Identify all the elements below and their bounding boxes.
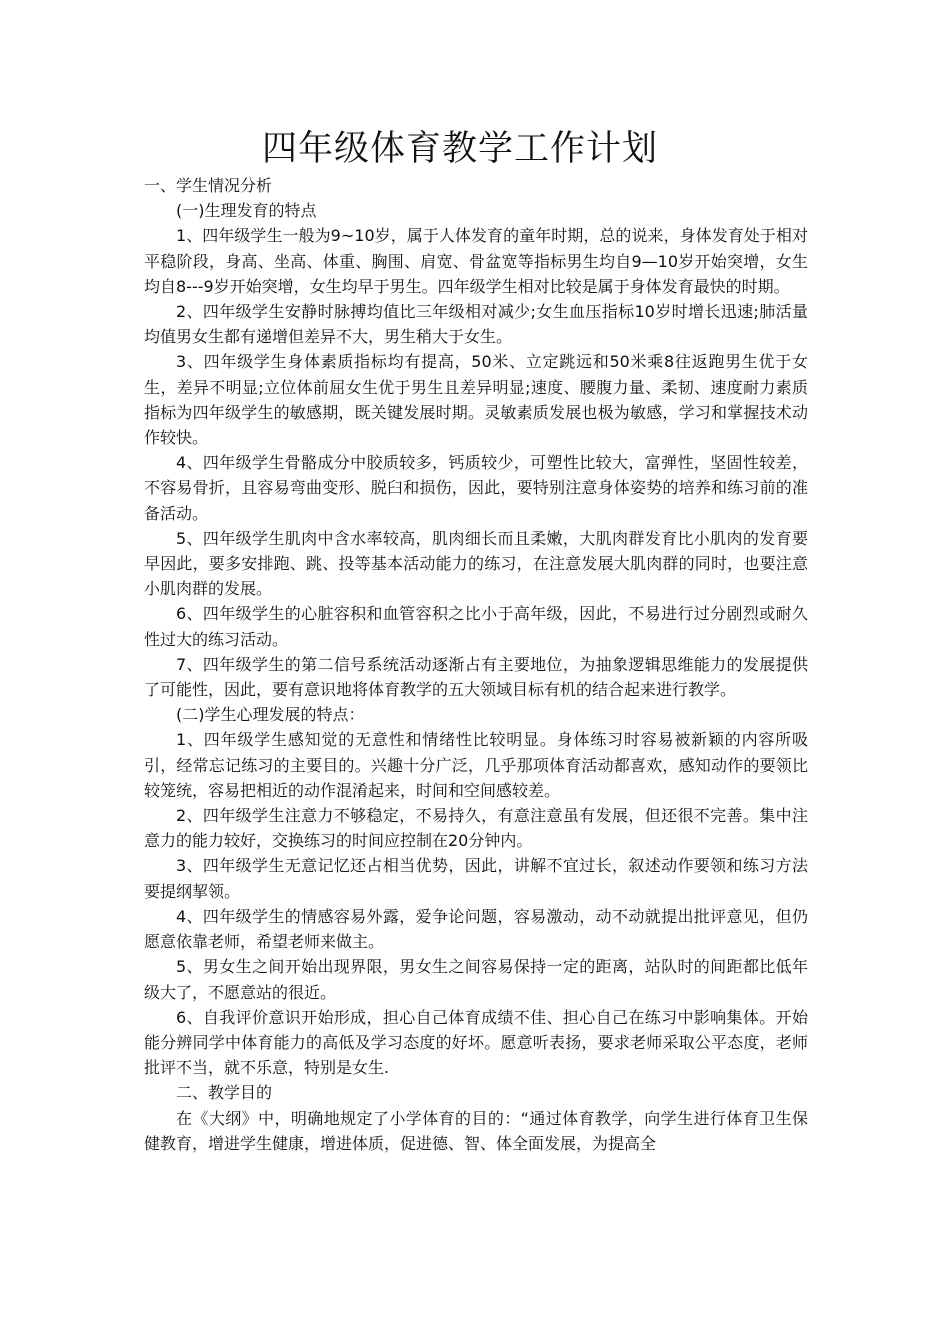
paragraph: 7、四年级学生的第二信号系统活动逐渐占有主要地位，为抽象逻辑思维能力的发展提供了可能性，因此，要有意识地将体育教学的五大领域目标有机的结合起来进行教学。 (144, 654, 808, 700)
paragraph: 4、四年级学生的情感容易外露，爱争论问题，容易激动，动不动就提出批评意见，但仍愿意依靠老师，希望老师来做主。 (144, 906, 808, 952)
paragraph: 2、四年级学生安静时脉搏均值比三年级相对减少;女生血压指标10岁时增长迅速;肺活量均值男女生都有递增但差异不大，男生稍大于女生。 (144, 302, 808, 347)
paragraph: 4、四年级学生骨骼成分中胶质较多，钙质较少，可塑性比较大，富弹性，坚固性较差，不容易骨折，且容易弯曲变形、脱臼和损伤，因此，要特别注意身体姿势的培养和练习前的准备活动。 (144, 453, 808, 523)
paragraph: 3、四年级学生无意记忆还占相当优势，因此，讲解不宜过长，叙述动作要领和练习方法要提纲挈领。 (144, 856, 808, 901)
document-title: 四年级体育教学工作计划 (261, 129, 658, 169)
paragraph: 一、学生情况分析 (144, 176, 273, 195)
paragraph: 6、四年级学生的心脏容积和血管容积之比小于高年级，因此，不易进行过分剧烈或耐久性过大的练习活动。 (144, 604, 808, 649)
paragraph: 6、自我评价意识开始形成，担心自己体育成绩不佳、担心自己在练习中影响集体。开始能分辨同学中体育能力的高低及学习态度的好坏。愿意听表扬，要求老师采取公平态度，老师批评不当，就不乐意，特别是女生. (144, 1007, 808, 1078)
paragraph: 2、四年级学生注意力不够稳定，不易持久，有意注意虽有发展，但还很不完善。集中注意力的能力较好，交换练习的时间应控制在20分钟内。 (144, 806, 808, 851)
paragraph: 二、教学目的 (176, 1083, 273, 1103)
paragraph: 3、四年级学生身体素质指标均有提高，50米、立定跳远和50米乘8往返跑男生优于女生，差异不明显;立位体前屈女生优于男生且差异明显;速度、腰腹力量、柔韧、速度耐力素质指标为四年级学生的敏感期，既关键发展时期。灵敏素质发展也极为敏感，学习和掌握技术动作较快。 (144, 352, 808, 448)
paragraph: 5、男女生之间开始出现界限，男女生之间容易保持一定的距离，站队时的间距都比低年级大了，不愿意站的很近。 (144, 957, 808, 1002)
paragraph: 1、四年级学生感知觉的无意性和情绪性比较明显。身体练习时容易被新颖的内容所吸引，经常忘记练习的主要目的。兴趣十分广泛，几乎那项体育活动都喜欢，感知动作的要领比较笼统，容易把相近的动作混淆起来，时间和空间感较差。 (144, 730, 808, 800)
paragraph: 1、四年级学生一般为9~10岁，属于人体发育的童年时期，总的说来，身体发育处于相对平稳阶段，身高、坐高、体重、胸围、肩宽、骨盆宽等指标男生均自9—10岁开始突增，女生均自8---9岁开始突增，女生均早于男生。四年级学生相对比较是属于身体发育最快的时期。 (144, 226, 808, 296)
paragraph: (一)生理发育的特点 (176, 201, 317, 221)
paragraph: 在《大纲》中，明确地规定了小学体育的目的：“通过体育教学，向学生进行体育卫生保健教育，增进学生健康，增进体质，促进德、智、体全面发展，为提高全 (144, 1108, 808, 1153)
paragraph: 5、四年级学生肌肉中含水率较高，肌肉细长而且柔嫩，大肌肉群发育比小肌肉的发育要早因此，要多安排跑、跳、投等基本活动能力的练习，在注意发展大肌肉群的同时，也要注意小肌肉群的发展。 (144, 528, 808, 599)
paragraph: (二)学生心理发展的特点： (176, 705, 365, 725)
document-body (144, 173, 808, 1156)
